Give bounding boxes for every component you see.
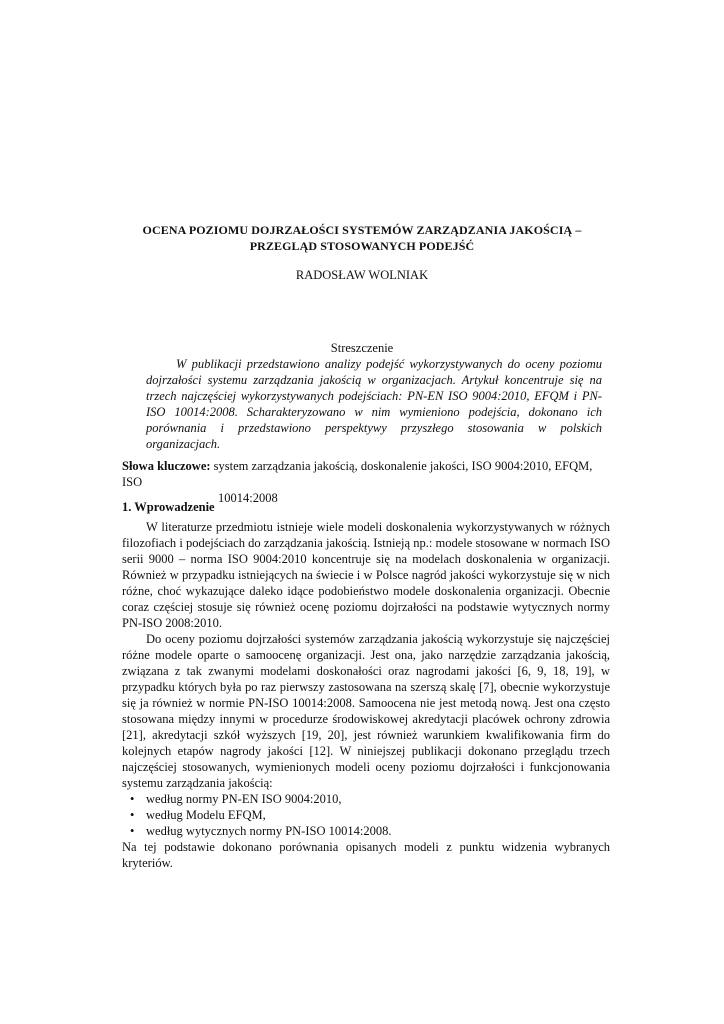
section-title: 1. Wprowadzenie xyxy=(122,500,215,514)
paper-title xyxy=(122,222,602,254)
body-text xyxy=(122,519,610,871)
list-item: • według wytycznych normy PN-ISO 10014:2008. xyxy=(130,824,392,838)
title-line-1: OCENA POZIOMU DOJRZAŁOŚCI SYSTEMÓW ZARZĄDZANIA JAKOŚCIĄ – xyxy=(142,223,582,237)
bullet-icon: • xyxy=(130,792,135,806)
abstract-text: W publikacji przedstawiono analizy podejść wykorzystywanych do oceny poziomu dojrzałości systemu zarządzania jakością w organizacjach. Artykuł koncentruje się na trzech najczęściej wykorzystywanych podejściach: PN-EN ISO 9004:2010, EFQM i PN-ISO 10014:2008. Scharakteryzowano w nim wymieniono podejścia, dokonano ich porównania i przedstawiono perspektywy przyszłego stosowania w polskich organizacjach. xyxy=(146,357,602,451)
list-item: • według normy PN-EN ISO 9004:2010, xyxy=(130,792,342,806)
bullet-list xyxy=(122,791,610,839)
bullet-icon: • xyxy=(130,824,135,838)
keywords-line-1: system zarządzania jakością, doskonalenie jakości, ISO 9004:2010, EFQM, ISO xyxy=(122,459,593,489)
bullet-icon: • xyxy=(130,808,135,822)
abstract-heading: Streszczenie xyxy=(330,341,394,355)
closing-sentence: Na tej podstawie dokonano porównania opisanych modeli z punktu widzenia wybranych kryteriów. xyxy=(122,840,610,870)
paragraph-2: Do oceny poziomu dojrzałości systemów zarządzania jakością wykorzystuje się najczęściej różne modele oparte o samoocenę organizacji. Jest ona, jako narzędzie zarządzania jakością, związana z tak zwanymi modelami doskonałości oraz nagrodami jakości [6, 9, 18, 19], w przypadku których była po raz pierwszy zastosowana na szerszą skalę [7], obecnie wykorzystuje się ja również w normie PN-ISO 10014:2008. Samoocena nie jest metodą nową. Jest ona często stosowana między innymi w procedurze środowiskowej akredytacji placówek ochrony zdrowia [21], akredytacji szkół wyższych [19, 20], jest również warunkiem kwalifikowania firm do kolejnych etapów nagrody jakości [12]. W niniejszej publikacji dokonano przeglądu trzech najczęściej stosowanych, wymienionych modeli oceny poziomu dojrzałości i funkcjonowania systemu zarządzania jakością: xyxy=(122,632,610,790)
keywords xyxy=(122,458,612,506)
title-line-2: PRZEGLĄD STOSOWANYCH PODEJŚĆ xyxy=(249,239,475,253)
author-name: RADOSŁAW WOLNIAK xyxy=(295,268,429,282)
keywords-line-2: 10014:2008 xyxy=(218,491,278,505)
paragraph-1: W literaturze przedmiotu istnieje wiele modeli doskonalenia wykorzystywanych w różnych filozofiach i podejściach do zarządzania jakością. Istnieją np.: modele stosowane w normach ISO serii 9000 – norma ISO 9004:2010 koncentruje się na modelach doskonalenia w organizacji. Również w przypadku istniejących na świecie i w Polsce nagród jakości wykorzystuje się w nich różne, choć wykazujące daleko idące podobieństwo modele doskonalenia organizacji. Obecnie coraz częściej stosuje się również ocenę poziomu dojrzałości na podstawie wytycznych normy PN-ISO 2008:2010. xyxy=(122,520,610,630)
keywords-label: Słowa kluczowe: xyxy=(122,459,211,473)
list-item: • według Modelu EFQM, xyxy=(130,808,266,822)
